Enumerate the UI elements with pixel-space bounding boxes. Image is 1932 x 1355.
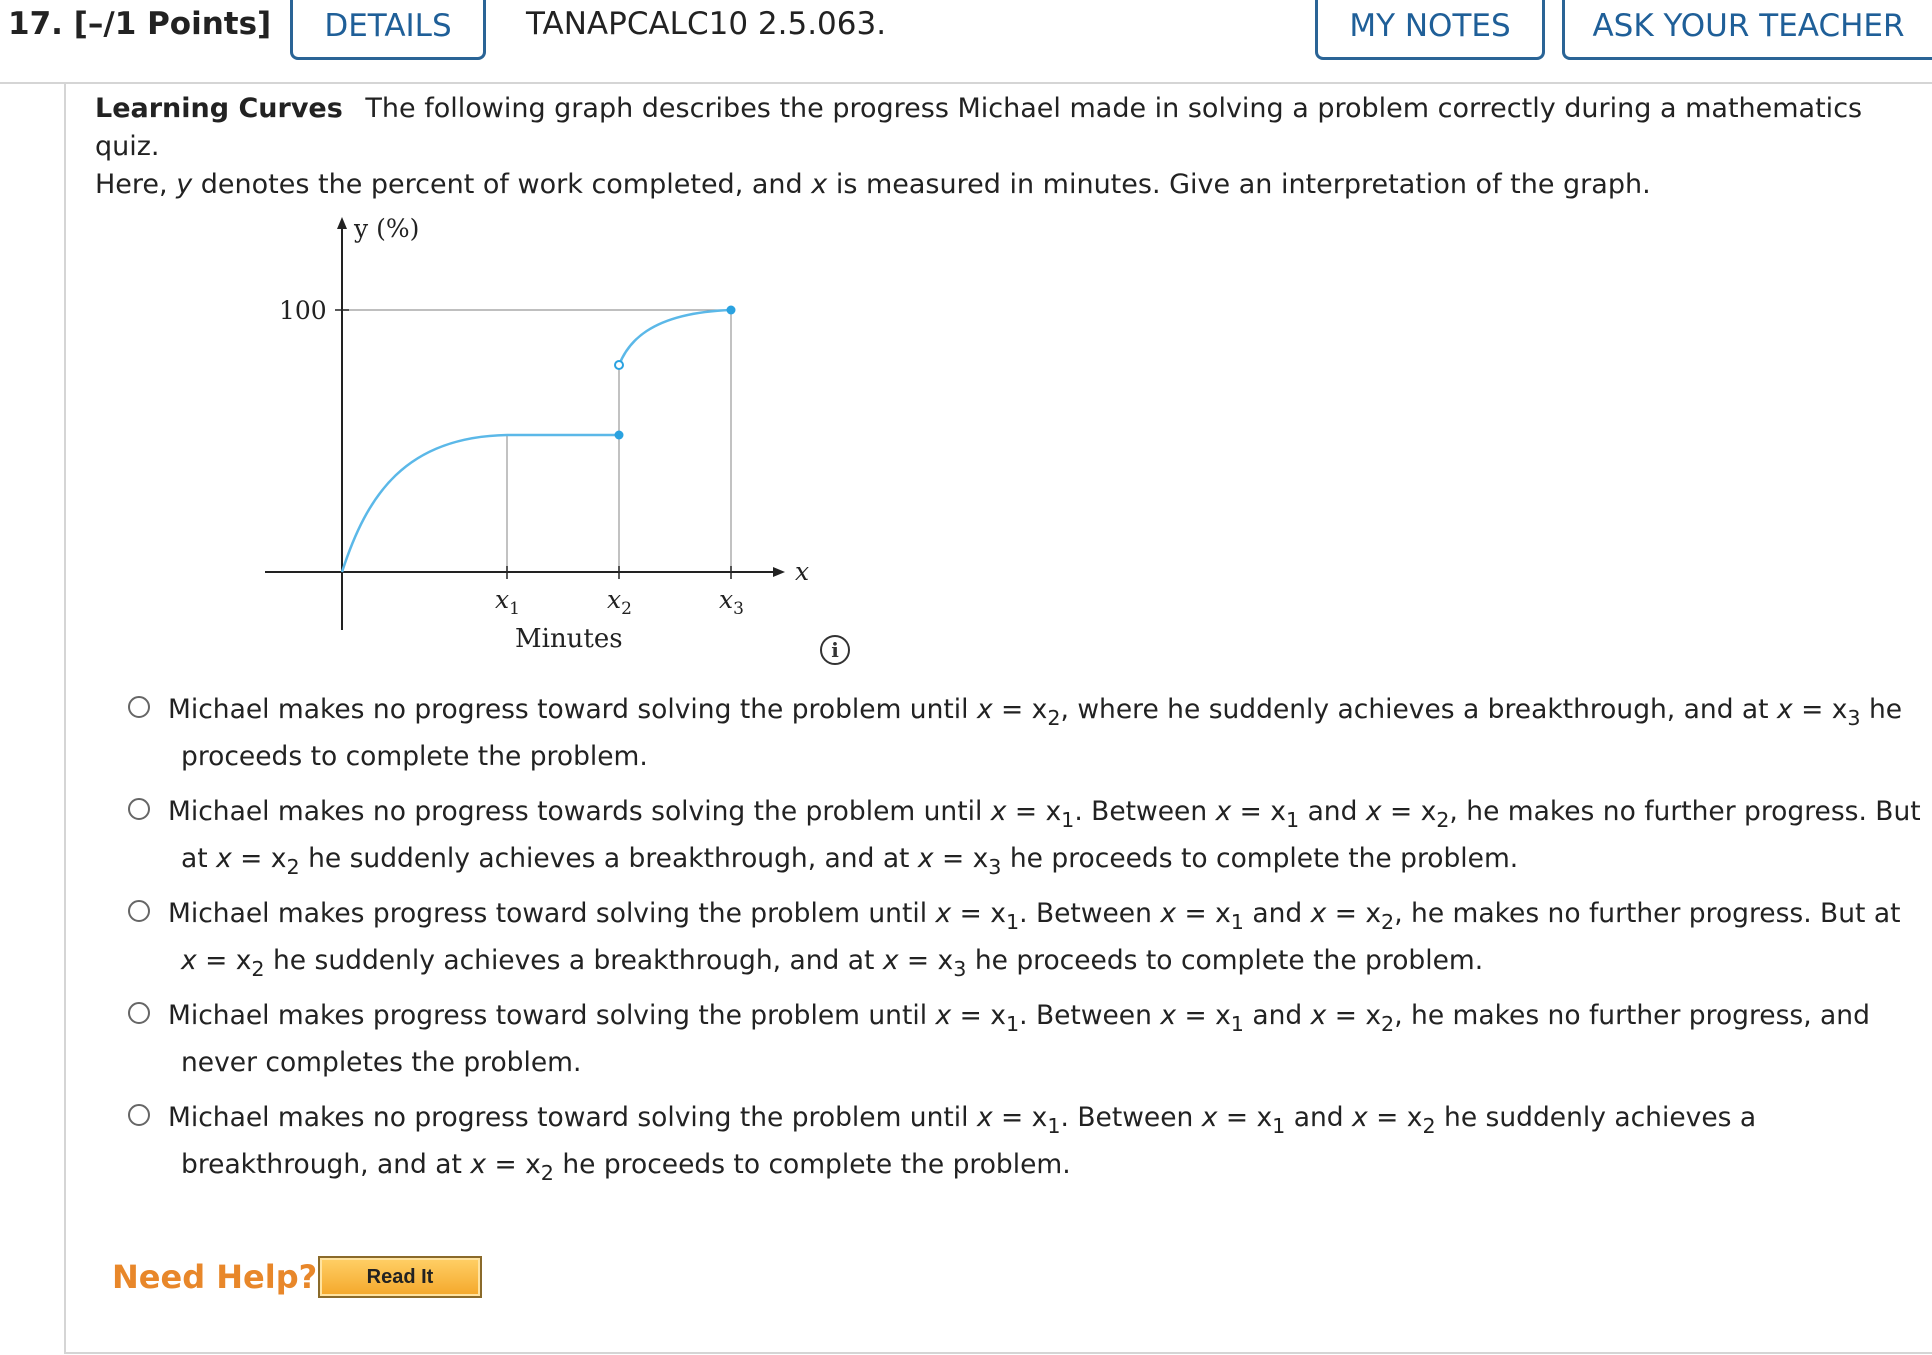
info-icon[interactable]: i <box>820 635 850 665</box>
x3-tick-label: $x_3$ <box>719 585 744 619</box>
read-it-button[interactable]: Read It <box>318 1256 482 1298</box>
prompt-sentence-2c: is measured in minutes. Give an interpretation of the graph. <box>835 169 1651 200</box>
prompt-var-x: x <box>811 169 828 200</box>
learning-curve-graph <box>255 205 855 675</box>
prompt-sentence-1: The following graph describes the progress Michael made in solving a problem correctly during a mathematics quiz. <box>95 93 1863 162</box>
y100-label: 100 <box>279 296 327 325</box>
prompt-sentence-2a: Here, <box>95 169 168 200</box>
choice-5-line-1: Michael makes no progress toward solving the problem until $x = x_1$. Between $x = x_1$ and $x = x_2$ he suddenly achieves a <box>168 1102 1757 1139</box>
answer-choice-1[interactable] <box>128 686 1928 780</box>
point-x3-closed <box>727 306 736 315</box>
answer-choice-5[interactable] <box>128 1094 1928 1188</box>
question-prompt <box>95 90 1895 204</box>
question-code: TANAPCALC10 2.5.063. <box>526 6 887 42</box>
ask-your-teacher-button[interactable]: ASK YOUR TEACHER <box>1562 0 1932 60</box>
choice-2-line-2: at $x = x_2$ he suddenly achieves a breakthrough, and at $x = x_3$ he proceeds to complete the problem. <box>181 843 1519 880</box>
prompt-sentence-2b: denotes the percent of work completed, and <box>200 169 803 200</box>
point-x2-closed <box>615 431 624 440</box>
radio-icon[interactable] <box>128 1104 150 1126</box>
my-notes-button[interactable]: MY NOTES <box>1315 0 1545 60</box>
answer-choice-4[interactable] <box>128 992 1928 1086</box>
need-help-label: Need Help? <box>112 1258 318 1296</box>
choice-2-line-1: Michael makes no progress towards solving the problem until $x = x_1$. Between $x = x_1$ and $x = x_2$, he makes no further progress. But <box>168 796 1921 833</box>
answer-choice-2[interactable] <box>128 788 1928 882</box>
choice-3-line-1: Michael makes progress toward solving the problem until $x = x_1$. Between $x = x_1$ and $x = x_2$, he makes no further progress. But at <box>168 898 1901 935</box>
choice-3-line-2: $x = x_2$ he suddenly achieves a breakthrough, and at $x = x_3$ he proceeds to complete the problem. <box>181 945 1484 982</box>
choice-4-line-2: never completes the problem. <box>181 1047 582 1078</box>
x-axis-label: x <box>795 557 810 586</box>
radio-icon[interactable] <box>128 798 150 820</box>
answer-choices <box>128 686 1928 1196</box>
y-axis-label: y (%) <box>354 214 420 243</box>
question-points: [–/1 Points] <box>73 6 272 42</box>
choice-1-line-2: proceeds to complete the problem. <box>181 741 648 772</box>
radio-icon[interactable] <box>128 1002 150 1024</box>
answer-choice-3[interactable] <box>128 890 1928 984</box>
details-button[interactable]: DETAILS <box>290 0 486 60</box>
curve-segment-breakthrough <box>619 310 731 365</box>
question-number: 17. <box>8 6 63 42</box>
choice-4-line-1: Michael makes progress toward solving the problem until $x = x_1$. Between $x = x_1$ and $x = x_2$, he makes no further progress, and <box>168 1000 1870 1037</box>
x-axis-arrow <box>773 567 785 577</box>
question-header <box>0 0 1932 84</box>
curve-segment-rise <box>342 435 507 572</box>
radio-icon[interactable] <box>128 696 150 718</box>
point-x2-open <box>615 361 623 369</box>
choice-1-line-1: Michael makes no progress toward solving the problem until $x = x_2$, where he suddenly achieves a breakthrough, and at $x = x_3$ he <box>168 694 1903 731</box>
x1-tick-label: $x_1$ <box>495 585 520 619</box>
x2-tick-label: $x_2$ <box>607 585 632 619</box>
radio-icon[interactable] <box>128 900 150 922</box>
y-axis-arrow <box>337 217 347 229</box>
prompt-var-y: y <box>176 169 193 200</box>
choice-5-line-2: breakthrough, and at $x = x_2$ he proceeds to complete the problem. <box>181 1149 1071 1186</box>
prompt-title: Learning Curves <box>95 93 343 124</box>
question-number-points <box>8 6 271 42</box>
x-axis-title: Minutes <box>515 624 623 654</box>
